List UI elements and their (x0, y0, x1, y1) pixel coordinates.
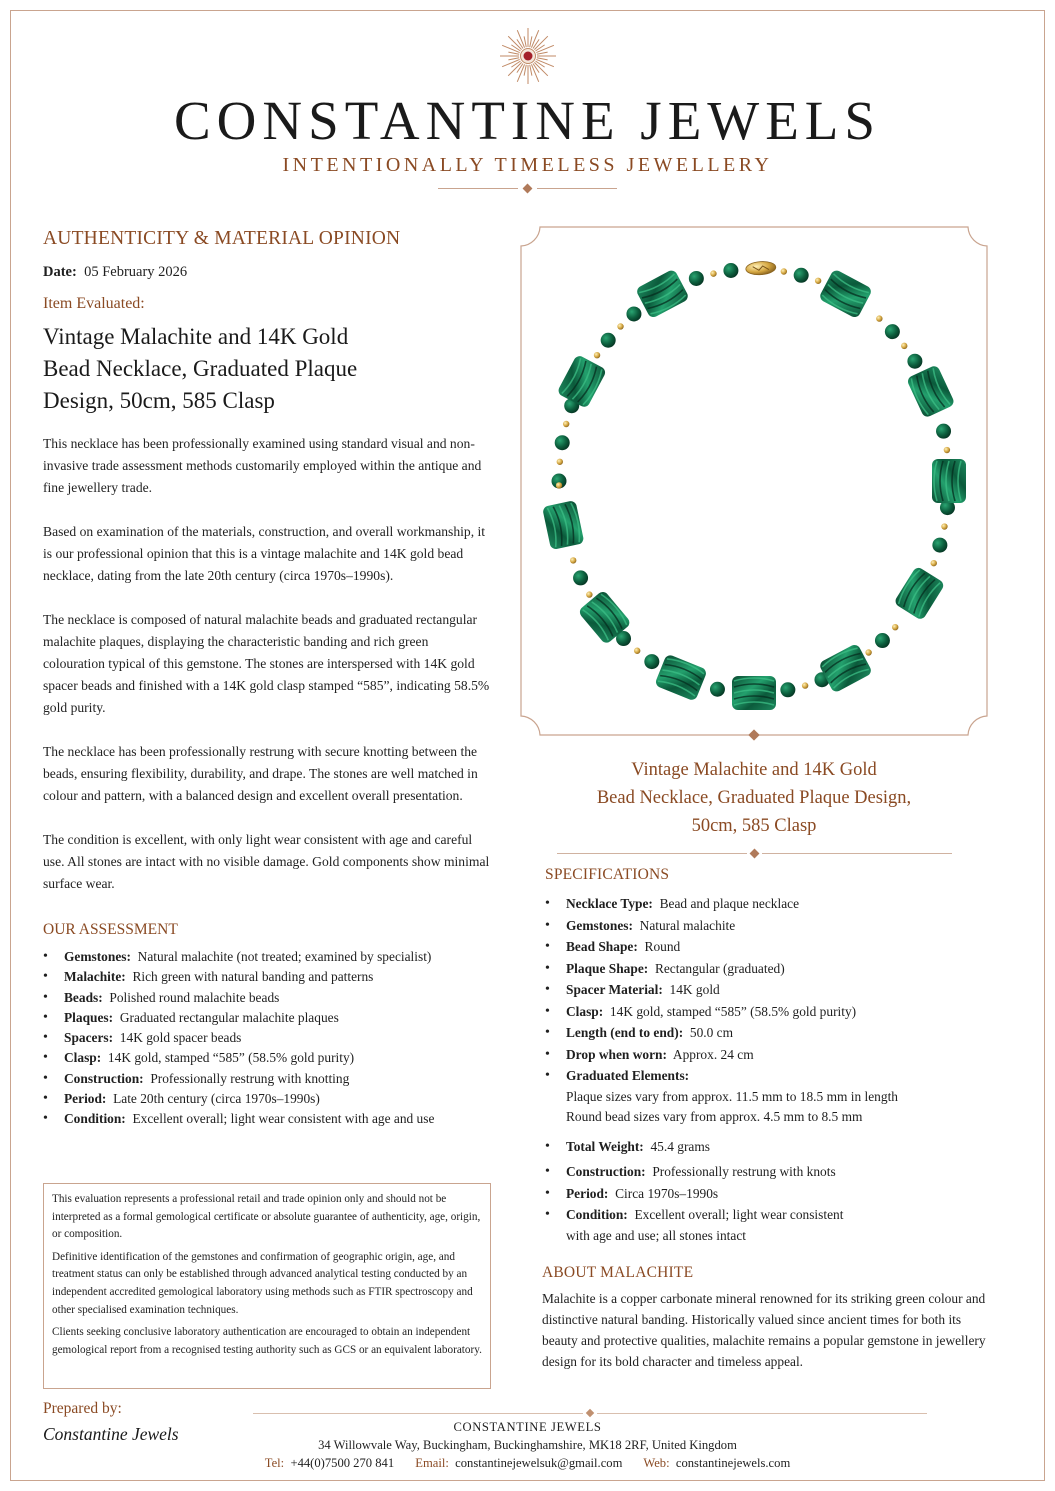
malachite-plaque (906, 364, 955, 418)
specifications-section (545, 866, 975, 1246)
malachite-plaque (654, 654, 708, 702)
brand-tagline: INTENTIONALLY TIMELESS JEWELLERY (282, 154, 773, 176)
gold-spacer-bead (556, 482, 562, 488)
list-item: • Clasp: 14K gold, stamped “585” (58.5% gold purity) (43, 1048, 493, 1068)
gold-spacer-bead (617, 323, 623, 329)
gold-spacer-bead (815, 278, 821, 284)
list-item: • Period: Late 20th century (circa 1970s–1990s) (43, 1089, 493, 1109)
item-evaluated-label: Item Evaluated: (43, 295, 145, 312)
paragraph-restrung: The necklace has been professionally restrung with secure knotting between the beads, ensuring flexibility, durability, and drape. The stones are well matched in colour and pattern, with a balanced design and excellent overall presentation. (43, 744, 478, 803)
gold-spacer-bead (586, 591, 592, 597)
gold-spacer-bead (634, 648, 640, 654)
date-label: Date: (43, 264, 77, 280)
malachite-bead (710, 682, 725, 697)
gold-spacer-bead (570, 557, 576, 563)
specifications-list-more (545, 1161, 975, 1226)
gold-spacer-bead (563, 421, 569, 427)
footer-contact (200, 1456, 855, 1471)
gold-spacer-bead (710, 270, 716, 276)
list-item: • Gemstones: Natural malachite (545, 915, 975, 937)
paragraph-methods: This necklace has been professionally examined using standard visual and non-invasive trade assessment methods customarily employed within the antique and fine jewellery trade. (43, 436, 482, 495)
malachite-bead (885, 324, 900, 339)
malachite-bead (936, 424, 951, 439)
gold-spacer-bead (865, 649, 871, 655)
item-title-line: Bead Necklace, Graduated Plaque (43, 356, 358, 381)
gold-spacer-bead (802, 682, 808, 688)
footer-divider (200, 1410, 980, 1416)
tel-link[interactable]: +44(0)7500 270 841 (290, 1456, 395, 1470)
malachite-bead (601, 333, 616, 348)
list-item: • Construction: Professionally restrung with knotting (43, 1069, 493, 1089)
malachite-bead (644, 654, 659, 669)
about-malachite-section (542, 1264, 992, 1372)
tel-label: Tel: (264, 1456, 285, 1470)
malachite-bead (932, 538, 947, 553)
gold-spacer-bead (944, 447, 950, 453)
malachite-plaque (732, 676, 776, 710)
list-item: • Malachite: Rich green with natural banding and patterns (43, 967, 493, 987)
malachite-plaque (542, 500, 584, 550)
specifications-heading: SPECIFICATIONS (545, 866, 670, 883)
date-line (43, 264, 493, 281)
title-divider (520, 850, 988, 857)
list-item: • Graduated Elements: (545, 1065, 975, 1087)
email-link[interactable]: constantinejewelsuk@gmail.com (455, 1456, 623, 1470)
gold-spacer-bead (931, 560, 937, 566)
disclaimer-paragraph: Clients seeking conclusive laboratory authentication are encouraged to obtain an independent gemological report from a recognised testing authority such as GCS or an equivalent laboratory. (52, 1326, 482, 1356)
list-item: • Spacers: 14K gold spacer beads (43, 1028, 493, 1048)
product-title-line: Vintage Malachite and 14K Gold (631, 760, 877, 780)
gold-spacer-bead (892, 624, 898, 630)
paragraph-composition: The necklace is composed of natural malachite beads and graduated rectangular malachite plaques, displaying the characteristic banding and rich green colouration typical of this gemstone. The stones are interspersed with 14K gold spacer beads and finished with a 14K gold clasp stamped “585”, indicating 58.5% gold purity. (43, 612, 490, 715)
gold-clasp (745, 261, 776, 276)
malachite-bead (875, 633, 890, 648)
malachite-bead (794, 268, 809, 283)
malachite-plaque (818, 643, 873, 694)
disclaimer-box (43, 1183, 491, 1389)
list-item: • Clasp: 14K gold, stamped “585” (58.5% gold purity) (545, 1001, 975, 1023)
list-item: • Spacer Material: 14K gold (545, 979, 975, 1001)
product-title-line: Bead Necklace, Graduated Plaque Design, (596, 788, 912, 808)
header-divider (0, 185, 1055, 192)
gold-spacer-bead (901, 343, 907, 349)
list-item: • Period: Circa 1970s–1990s (545, 1183, 975, 1205)
about-heading: ABOUT MALACHITE (542, 1264, 694, 1281)
malachite-bead (907, 354, 922, 369)
malachite-bead (689, 271, 704, 286)
list-item: • Total Weight: 45.4 grams (545, 1136, 975, 1158)
list-item: • Condition: Excellent overall; light wear consistent (545, 1204, 975, 1226)
necklace-photo-frame (520, 226, 988, 736)
condition-continuation: with age and use; all stones intact (566, 1227, 746, 1243)
paragraph-condition: The condition is excellent, with only light wear consistent with age and careful use. All stones are intact with no visible damage. Gold components show minimal surface wear. (43, 832, 490, 891)
list-item: • Beads: Polished round malachite beads (43, 988, 493, 1008)
malachite-plaque (893, 566, 945, 621)
opinion-heading: AUTHENTICITY & MATERIAL OPINION (43, 228, 401, 249)
graduated-line: Round bead sizes vary from approx. 4.5 mm to 8.5 mm (566, 1108, 863, 1124)
about-text: Malachite is a copper carbonate mineral renowned for its striking green colour and distinctive natural banding. Historically valued since ancient times for both its beauty and protective qualities, malachite remains a popular gemstone in jewellery design for its bold character and timeless appeal. (542, 1291, 986, 1369)
list-item: • Length (end to end): 50.0 cm (545, 1022, 975, 1044)
disclaimer-paragraph: This evaluation represents a professional retail and trade opinion only and should not be interpreted as a formal gemological certificate or absolute guarantee of authenticity, age, origin, or composition. (52, 1193, 481, 1241)
list-item: • Gemstones: Natural malachite (not treated; examined by specialist) (43, 947, 493, 967)
specifications-list (545, 893, 975, 1087)
malachite-bead (626, 306, 641, 321)
item-title (43, 321, 493, 417)
gold-spacer-bead (876, 315, 882, 321)
product-title-line: 50cm, 585 Clasp (691, 816, 817, 836)
web-label: Web: (643, 1456, 670, 1470)
malachite-plaque (556, 354, 607, 409)
product-title (520, 756, 988, 840)
brand-name: CONSTANTINE JEWELS (173, 90, 881, 151)
specifications-list-weight (545, 1136, 975, 1158)
gold-spacer-bead (941, 523, 947, 529)
malachite-bead (780, 682, 795, 697)
malachite-bead (555, 435, 570, 450)
assessment-heading: OUR ASSESSMENT (43, 921, 178, 938)
malachite-plaque (818, 268, 873, 319)
list-item: • Bead Shape: Round (545, 936, 975, 958)
prepared-by-signature: Constantine Jewels (43, 1424, 179, 1444)
footer-address: 34 Willowvale Way, Buckingham, Buckinghamshire, MK18 2RF, United Kingdom (318, 1438, 737, 1452)
malachite-plaque (932, 459, 966, 503)
malachite-necklace-image (520, 226, 988, 736)
malachite-plaque (635, 268, 690, 319)
gold-spacer-bead (594, 352, 600, 358)
malachite-bead (723, 263, 738, 278)
email-label: Email: (415, 1456, 449, 1470)
list-item: • Construction: Professionally restrung with knots (545, 1161, 975, 1183)
footer-company: CONSTANTINE JEWELS (453, 1420, 602, 1434)
list-item: • Plaques: Graduated rectangular malachite plaques (43, 1008, 493, 1028)
list-item: • Drop when worn: Approx. 24 cm (545, 1044, 975, 1066)
date-value: 05 February 2026 (84, 264, 188, 280)
sunburst-logo-icon (498, 26, 558, 86)
disclaimer-paragraph: Definitive identification of the gemstones and confirmation of geographic origin, age, and treatment status can only be established through advanced analytical testing conducted by an independent accredited gemological laboratory using methods such as FTIR spectroscopy and other specialised examination techniques. (52, 1250, 473, 1316)
footer (200, 1420, 855, 1471)
left-column (43, 228, 493, 1130)
gold-spacer-bead (781, 268, 787, 274)
list-item: • Condition: Excellent overall; light wear consistent with age and use (43, 1109, 493, 1129)
web-link[interactable]: constantinejewels.com (675, 1456, 791, 1470)
letterhead (0, 26, 1055, 192)
list-item: • Necklace Type: Bead and plaque necklace (545, 893, 975, 915)
list-item: • Plaque Shape: Rectangular (graduated) (545, 958, 975, 980)
malachite-bead (573, 570, 588, 585)
paragraph-opinion: Based on examination of the materials, construction, and overall workmanship, it is our professional opinion that this is a vintage malachite and 14K gold bead necklace, dating from the late 20th century (circa 1970s–1990s). (43, 524, 486, 583)
gold-spacer-bead (557, 459, 563, 465)
item-title-line: Design, 50cm, 585 Clasp (43, 388, 275, 413)
graduated-line: Plaque sizes vary from approx. 11.5 mm to 18.5 mm in length (566, 1088, 898, 1104)
assessment-list (43, 947, 493, 1130)
item-title-line: Vintage Malachite and 14K Gold (43, 324, 349, 349)
prepared-by-label: Prepared by: (43, 1400, 122, 1417)
